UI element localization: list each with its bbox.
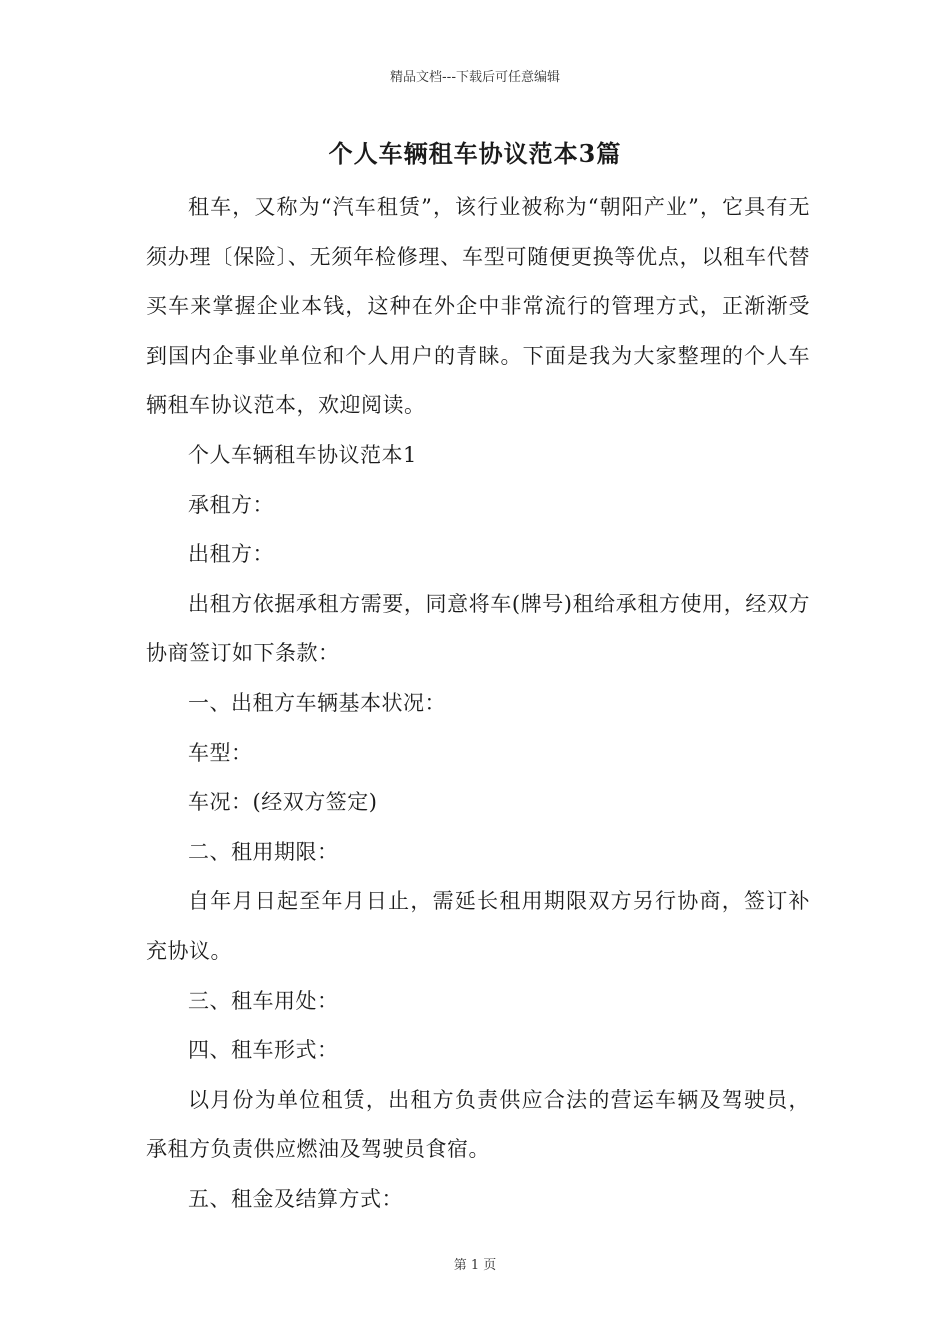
lessee-line: 承租方： <box>188 492 274 517</box>
section-heading-template-1: 个人车辆租车协议范本1 <box>188 442 417 467</box>
lease-form-text: 以月份为单位租赁，出租方负责供应合法的营运车辆及驾驶员，承租方负责供应燃油及驾驶员食宿。 <box>146 1087 810 1162</box>
clause-1-heading: 一、出租方车辆基本状况： <box>188 690 446 715</box>
vehicle-condition-line: 车况：(经双方签定) <box>188 790 378 815</box>
agreement-preamble: 出租方依据承租方需要，同意将车(牌号)租给承租方使用，经双方协商签订如下条款： <box>146 591 810 666</box>
vehicle-model-line: 车型： <box>188 740 253 765</box>
page-number: 第 1 页 <box>453 1258 497 1273</box>
lease-term-text: 自年月日起至年月日止，需延长租用期限双方另行协商，签订补充协议。 <box>146 889 810 963</box>
clause-5-heading: 五、租金及结算方式： <box>188 1186 403 1211</box>
lessor-line: 出租方： <box>188 542 274 567</box>
page-header: 精品文档---下载后可任意编辑 <box>389 70 561 85</box>
document-body <box>146 183 810 1224</box>
intro-paragraph: 租车，又称为“汽车租赁”，该行业被称为“朝阳产业”，它具有无须办理〔保险〕、无须年检修理、车型可随便更换等优点，以租车代替买车来掌握企业本钱，这种在外企中非常流行的管理方式，正渐渐受到国内企事业单位和个人用户的青睐。下面是我为大家整理的个人车辆租车协议范本，欢迎阅读。 <box>146 195 810 418</box>
clause-2-heading: 二、租用期限： <box>188 839 339 864</box>
clause-4-heading: 四、租车形式： <box>188 1038 339 1063</box>
document-title: 个人车辆租车协议范本3篇 <box>328 139 622 168</box>
clause-3-heading: 三、租车用处： <box>188 988 339 1013</box>
